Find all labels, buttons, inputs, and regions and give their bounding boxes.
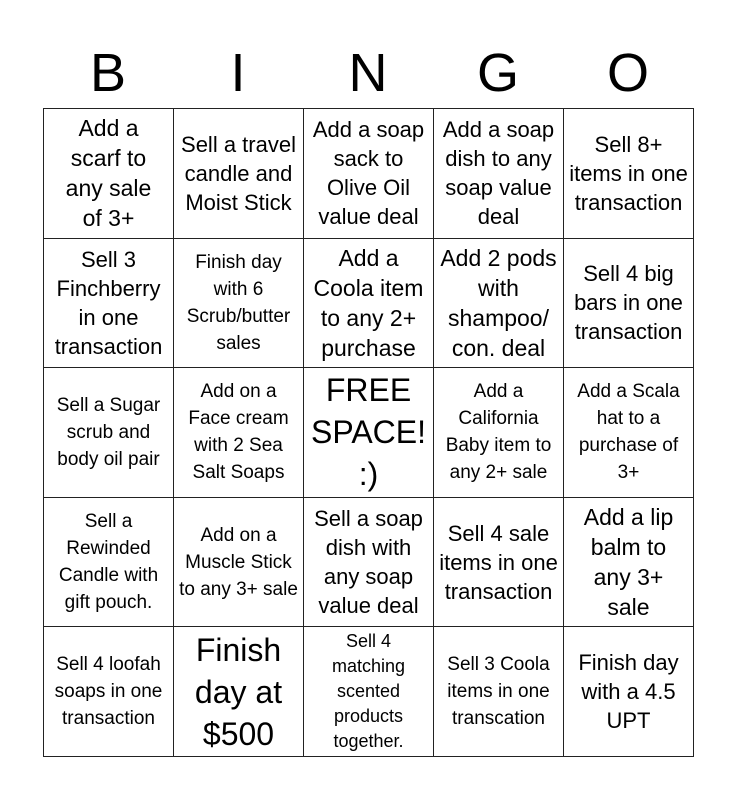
cell-text: Sell a Sugar scrub and body oil pair bbox=[56, 394, 161, 470]
bingo-cell[interactable] bbox=[174, 627, 304, 757]
cell-text: Finish day with 6 Scrub/butter sales bbox=[186, 251, 291, 354]
bingo-cell[interactable] bbox=[44, 239, 174, 369]
bingo-cell[interactable] bbox=[564, 109, 694, 239]
cell-text: Sell 3 Coola items in one transcation bbox=[447, 654, 550, 730]
bingo-cell[interactable] bbox=[434, 239, 564, 369]
cell-text: Sell a soap dish with any soap value deal bbox=[314, 506, 423, 619]
bingo-cell[interactable] bbox=[434, 498, 564, 628]
cell-text: Sell a Rewinded Candle with gift pouch. bbox=[58, 511, 159, 614]
bingo-cell[interactable] bbox=[304, 239, 434, 369]
cell-text: Add a Scala hat to a purchase of 3+ bbox=[577, 381, 680, 484]
free-space-cell[interactable] bbox=[304, 368, 434, 498]
cell-text: FREE SPACE! :) bbox=[311, 372, 426, 493]
cell-text: Add a California Baby item to any 2+ sale bbox=[445, 381, 552, 484]
header-letter-i: I bbox=[230, 43, 246, 103]
bingo-cell[interactable] bbox=[174, 109, 304, 239]
bingo-cell[interactable] bbox=[174, 498, 304, 628]
cell-text: Sell 4 loofah soaps in one transaction bbox=[54, 654, 163, 730]
cell-text: Add on a Face cream with 2 Sea Salt Soaps bbox=[188, 381, 289, 484]
bingo-cell[interactable] bbox=[44, 498, 174, 628]
bingo-cell[interactable] bbox=[44, 109, 174, 239]
cell-text: Add 2 pods with shampoo/ con. deal bbox=[440, 244, 557, 361]
header-letter-g: G bbox=[476, 43, 519, 103]
bingo-cell[interactable] bbox=[44, 368, 174, 498]
header-letter-b: B bbox=[89, 43, 127, 103]
cell-text: Sell 3 Finchberry in one transaction bbox=[54, 246, 163, 359]
bingo-cell[interactable] bbox=[174, 239, 304, 369]
cell-text: Add a lip balm to any 3+ sale bbox=[583, 504, 674, 621]
cell-text: Add a Coola item to any 2+ purchase bbox=[313, 244, 424, 361]
bingo-cell[interactable] bbox=[564, 239, 694, 369]
bingo-cell[interactable] bbox=[434, 368, 564, 498]
bingo-cell[interactable] bbox=[304, 109, 434, 239]
header-letter-n: N bbox=[348, 43, 388, 103]
cell-text: Sell 8+ items in one transaction bbox=[569, 131, 688, 215]
cell-text: Sell 4 matching scented products together. bbox=[331, 631, 406, 752]
bingo-cell[interactable] bbox=[44, 627, 174, 757]
cell-text: Finish day at $500 bbox=[194, 631, 283, 752]
bingo-cell[interactable] bbox=[304, 498, 434, 628]
cell-text: Add a scarf to any sale of 3+ bbox=[65, 115, 152, 232]
bingo-cell[interactable] bbox=[304, 627, 434, 757]
cell-text: Sell a travel candle and Moist Stick bbox=[181, 131, 296, 215]
cell-text: Add a soap dish to any soap value deal bbox=[442, 117, 555, 230]
bingo-cell[interactable] bbox=[564, 498, 694, 628]
cell-text: Sell 4 big bars in one transaction bbox=[574, 261, 683, 345]
bingo-cell[interactable] bbox=[434, 109, 564, 239]
header-letter-o: O bbox=[606, 43, 649, 103]
cell-text: Finish day with a 4.5 UPT bbox=[578, 650, 679, 734]
cell-text: Add a soap sack to Olive Oil value deal bbox=[312, 117, 425, 230]
bingo-cell[interactable] bbox=[174, 368, 304, 498]
cell-text: Sell 4 sale items in one transaction bbox=[439, 520, 558, 604]
bingo-cell[interactable] bbox=[564, 368, 694, 498]
bingo-header bbox=[43, 38, 693, 108]
bingo-board bbox=[43, 108, 694, 757]
bingo-cell[interactable] bbox=[564, 627, 694, 757]
cell-text: Add on a Muscle Stick to any 3+ sale bbox=[179, 524, 298, 600]
bingo-cell[interactable] bbox=[434, 627, 564, 757]
